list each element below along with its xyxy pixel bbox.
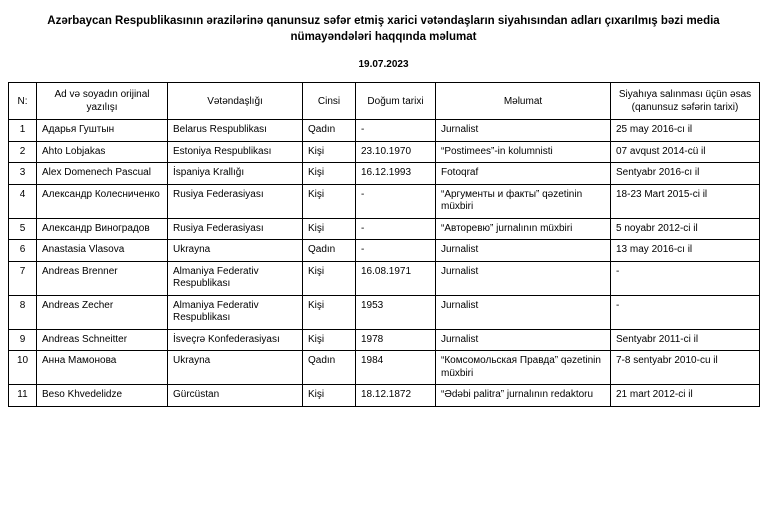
cell-number: 4 bbox=[9, 184, 37, 218]
cell-basis: Sentyabr 2016-cı il bbox=[611, 163, 760, 185]
cell-citizenship: Ukrayna bbox=[168, 351, 303, 385]
table-row bbox=[9, 184, 760, 218]
cell-info: Jurnalist bbox=[436, 120, 611, 142]
cell-birthdate: 16.12.1993 bbox=[356, 163, 436, 185]
cell-info: Jurnalist bbox=[436, 240, 611, 262]
column-header-birthdate: Doğum tarixi bbox=[356, 83, 436, 120]
table-row bbox=[9, 218, 760, 240]
column-header-number: N: bbox=[9, 83, 37, 120]
cell-name: Anastasia Vlasova bbox=[37, 240, 168, 262]
table-row bbox=[9, 261, 760, 295]
cell-citizenship: Belarus Respublikası bbox=[168, 120, 303, 142]
cell-info: “Комсомольская Правда” qəzetinin müxbiri bbox=[436, 351, 611, 385]
cell-name: Ahto Lobjakas bbox=[37, 141, 168, 163]
cell-basis: 13 may 2016-cı il bbox=[611, 240, 760, 262]
cell-gender: Kişi bbox=[303, 261, 356, 295]
cell-name: Beso Khvedelidze bbox=[37, 385, 168, 407]
cell-gender: Kişi bbox=[303, 218, 356, 240]
cell-citizenship: Rusiya Federasiyası bbox=[168, 184, 303, 218]
cell-citizenship: İsveçrə Konfederasiyası bbox=[168, 329, 303, 351]
table-row bbox=[9, 295, 760, 329]
table-row bbox=[9, 163, 760, 185]
cell-number: 5 bbox=[9, 218, 37, 240]
cell-name: Адарья Гуштын bbox=[37, 120, 168, 142]
cell-birthdate: 1984 bbox=[356, 351, 436, 385]
cell-citizenship: Gürcüstan bbox=[168, 385, 303, 407]
cell-citizenship: Rusiya Federasiyası bbox=[168, 218, 303, 240]
document-date: 19.07.2023 bbox=[358, 59, 409, 71]
cell-citizenship: Almaniya Federativ Respublikası bbox=[168, 261, 303, 295]
table-row bbox=[9, 329, 760, 351]
cell-basis: 07 avqust 2014-cü il bbox=[611, 141, 760, 163]
cell-basis: 7-8 sentyabr 2010-cu il bbox=[611, 351, 760, 385]
column-header-citizenship: Vətəndaşlığı bbox=[168, 83, 303, 120]
table-row bbox=[9, 385, 760, 407]
cell-gender: Qadın bbox=[303, 351, 356, 385]
column-header-name: Ad və soyadın orijinal yazılışı bbox=[37, 83, 168, 120]
cell-name: Александр Колесниченко bbox=[37, 184, 168, 218]
cell-number: 10 bbox=[9, 351, 37, 385]
cell-gender: Qadın bbox=[303, 120, 356, 142]
cell-info: “Postimees”-in kolumnisti bbox=[436, 141, 611, 163]
cell-basis: - bbox=[611, 295, 760, 329]
cell-basis: 25 may 2016-cı il bbox=[611, 120, 760, 142]
column-header-info: Məlumat bbox=[436, 83, 611, 120]
cell-basis: 21 mart 2012-ci il bbox=[611, 385, 760, 407]
cell-number: 1 bbox=[9, 120, 37, 142]
cell-birthdate: 1978 bbox=[356, 329, 436, 351]
cell-info: Fotoqraf bbox=[436, 163, 611, 185]
table-header-row bbox=[9, 83, 760, 120]
cell-basis: - bbox=[611, 261, 760, 295]
cell-name: Andreas Zecher bbox=[37, 295, 168, 329]
cell-number: 2 bbox=[9, 141, 37, 163]
table-row bbox=[9, 351, 760, 385]
media-representatives-table bbox=[8, 82, 760, 407]
cell-name: Andreas Schneitter bbox=[37, 329, 168, 351]
cell-citizenship: Almaniya Federativ Respublikası bbox=[168, 295, 303, 329]
cell-birthdate: - bbox=[356, 120, 436, 142]
cell-name: Александр Виноградов bbox=[37, 218, 168, 240]
cell-birthdate: 1953 bbox=[356, 295, 436, 329]
table-header bbox=[9, 83, 760, 120]
cell-gender: Kişi bbox=[303, 184, 356, 218]
cell-birthdate: 16.08.1971 bbox=[356, 261, 436, 295]
cell-info: Jurnalist bbox=[436, 261, 611, 295]
cell-info: “Аргументы и факты” qəzetinin müxbiri bbox=[436, 184, 611, 218]
cell-birthdate: - bbox=[356, 218, 436, 240]
cell-citizenship: Ukrayna bbox=[168, 240, 303, 262]
cell-birthdate: 23.10.1970 bbox=[356, 141, 436, 163]
cell-gender: Kişi bbox=[303, 385, 356, 407]
cell-number: 3 bbox=[9, 163, 37, 185]
cell-birthdate: - bbox=[356, 240, 436, 262]
cell-info: “Ədəbi palitra” jurnalının redaktoru bbox=[436, 385, 611, 407]
table-row bbox=[9, 120, 760, 142]
cell-info: “Авторевю” jurnalının müxbiri bbox=[436, 218, 611, 240]
cell-number: 11 bbox=[9, 385, 37, 407]
cell-number: 9 bbox=[9, 329, 37, 351]
cell-gender: Kişi bbox=[303, 329, 356, 351]
cell-birthdate: - bbox=[356, 184, 436, 218]
cell-gender: Kişi bbox=[303, 163, 356, 185]
table-body bbox=[9, 120, 760, 407]
cell-basis: Sentyabr 2011-ci il bbox=[611, 329, 760, 351]
cell-name: Andreas Brenner bbox=[37, 261, 168, 295]
cell-gender: Kişi bbox=[303, 295, 356, 329]
cell-name: Анна Мамонова bbox=[37, 351, 168, 385]
cell-number: 8 bbox=[9, 295, 37, 329]
cell-gender: Kişi bbox=[303, 141, 356, 163]
cell-number: 7 bbox=[9, 261, 37, 295]
cell-gender: Qadın bbox=[303, 240, 356, 262]
column-header-gender: Cinsi bbox=[303, 83, 356, 120]
table-row bbox=[9, 141, 760, 163]
cell-name: Alex Domenech Pascual bbox=[37, 163, 168, 185]
cell-number: 6 bbox=[9, 240, 37, 262]
table-row bbox=[9, 240, 760, 262]
cell-citizenship: İspaniya Krallığı bbox=[168, 163, 303, 185]
cell-basis: 18-23 Mart 2015-ci il bbox=[611, 184, 760, 218]
cell-citizenship: Estoniya Respublikası bbox=[168, 141, 303, 163]
cell-birthdate: 18.12.1872 bbox=[356, 385, 436, 407]
page-title: Azərbaycan Respublikasının ərazilərinə qanunsuz səfər etmiş xarici vətəndaşların siyahısından adları çıxarılmış bəzi media nümayəndələri haqqında məlumat bbox=[47, 15, 720, 43]
cell-info: Jurnalist bbox=[436, 295, 611, 329]
cell-basis: 5 noyabr 2012-ci il bbox=[611, 218, 760, 240]
cell-info: Jurnalist bbox=[436, 329, 611, 351]
column-header-basis: Siyahıya salınması üçün əsas (qanunsuz səfərin tarixi) bbox=[611, 83, 760, 120]
